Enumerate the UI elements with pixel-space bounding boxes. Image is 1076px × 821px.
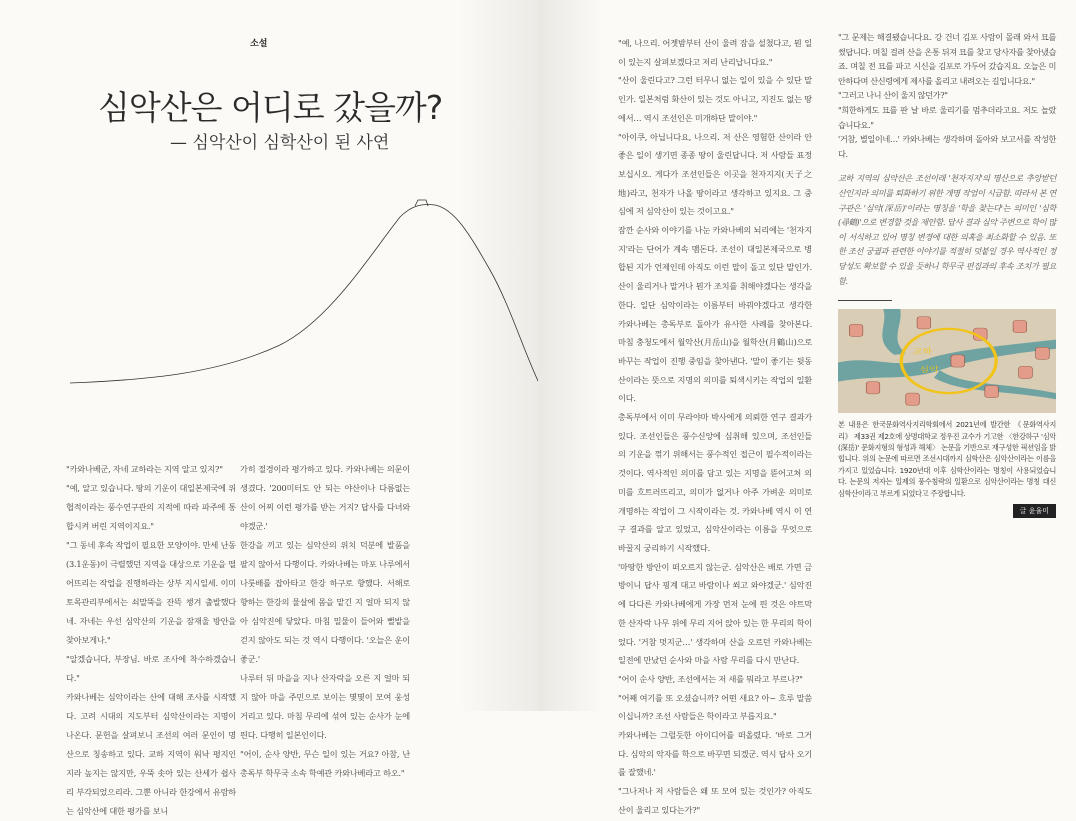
paragraph: 교하 지역의 심악산은 조선이래 '천자지지'의 명산으로 추앙받던 산인지라 의미를 퇴화하기 위한 개명 작업이 시급함. 따라서 본 연구관은 '심악(深岳)'이라는 명칭을 '학을 찾는다'는 의미인 '심학(尋鶴)'으로 변경할 것을 제안함. 답사 결과 심악 주변으로 학이 많이 서식하고 있어 명칭 변경에 대한 의혹을 최소화할 수 있음. 또한 조선 궁궐과 관련한 이야기를 적절히 덧붙일 경우 역사적인 정당성도 확보할 수 있을 듯하니 학무국 편집과의 후속 조치가 필요함.: [838, 173, 1056, 286]
section-label: 소설: [250, 39, 268, 49]
old-map-image: [838, 309, 1056, 413]
paragraph: 가히 절경이라 평가하고 있다. 카와나베는 의문이 생겼다. '200미터도 안 되는 야산이나 다름없는 산이 어찌 이런 평가를 받는 거지? 답사를 다녀와야겠군.': [240, 464, 410, 531]
caption-text: 본 내용은 한국문화역사지리학회에서 2021년에 발간한 《문화역사지리》 제33권 제2호에 상명대학교 정우진 교수가 기고한 〈한강하구 '심악(深岳)' 문화지형의 형성과 해체〉 논문을 기반으로 재구성한 픽션임을 밝힙니다. 위의 논문에 따르면 조선시대까지 심학산은 심악산이라는 이름을 가지고 있었습니다. 1920년대 이후 심학산이라는 명칭이 사용되었습니다. 논문의 저자는 일제의 풍수침략의 일환으로 심악산이라는 명칭 대신 심학산이라고 부르게 되었다고 주장합니다.: [838, 420, 1056, 498]
paragraph: "희한하게도 묘를 판 날 바로 울리기를 멈추더라고요. 저도 놀랐습니다요.": [838, 104, 1056, 130]
paragraph: "그 동네 후속 작업이 필요한 모양이야. 만세 난동(3.1운동)이 극렬했던 지역을 대상으로 기운을 떨어뜨리는 작업을 진행하라는 상부 지시일세. 이미 토목관리부에서는 쇠말뚝을 잔뜩 챙겨 출발했다네. 자네는 우선 심악산의 기운을 잠재울 방안을 찾아보게나.": [66, 540, 236, 645]
right-column-2-stack: [838, 30, 1056, 518]
divider: [838, 300, 892, 301]
paragraph: "그나저나 저 사람들은 왜 또 모여 있는 것인가? 아직도 산이 울리고 있다는가?": [618, 786, 812, 815]
paragraph: '마땅한 방안이 떠오르지 않는군. 심악산은 배로 가면 금방이니 답사 핑계 대고 바람이나 쐬고 와야겠군.' 심악진에 다다른 카와나베에게 가장 먼저 눈에 띈 것은 야트막한 산자락 나무 위에 무리 지어 앉아 있는 한 무리의 학이었다. '거참 멋지군…' 생각하며 산을 오르던 카와나베는 일전에 만났던 순사와 마을 사람 무리를 다시 만난다.: [618, 561, 812, 666]
paragraph: 카와나베는 그럴듯한 아이디어를 떠올렸다. '바로 그거다. 심악의 악자를 학으로 바꾸면 되겠군. 역시 답사 오기를 잘했네.': [618, 730, 812, 778]
paragraph: "어째 여기를 또 오셨습니까? 어떤 새요? 아~ 흐루 말씀이십니까? 조선 사람들은 학이라고 부릅지요.": [618, 692, 812, 722]
left-column-1: [66, 460, 236, 821]
report-excerpt: [838, 171, 1056, 288]
left-column-2: [240, 460, 410, 783]
mountain-illustration: [70, 195, 540, 395]
paragraph: 카와나베는 심악이라는 산에 대해 조사를 시작했다. 고려 시대의 지도부터 심악산이라는 지명이 나온다. 문헌을 살펴보니 조선의 여러 문인이 명산으로 칭송하고 있다. 교하 지역이 워낙 평지인지라 높지는 않지만, 우뚝 솟아 있는 산세가 쉽사리 부각되었으리라. 그뿐 아니라 한강에서 유람하는 심악산에 대한 평가를 보니: [66, 692, 236, 816]
map-label-simak: 심악: [919, 366, 939, 375]
paragraph: "아이쿠, 아닙니다요, 나으리. 저 산은 영험한 산이라 안 좋은 일이 생기면 종종 땅이 울린답니다. 저 사람들 표정 보십시오. 게다가 조선인들은 이곳을 천자지지(天子之地)라고, 천자가 나올 땅이라고 생각하고 있지요. 그 중심에 저 심악산이 있는 것이고요.": [618, 131, 812, 217]
right-column-1: [618, 34, 812, 820]
author-badge: 글 윤율미: [1013, 504, 1056, 518]
map-label-gyoha: 교하: [912, 347, 933, 356]
left-page: [0, 0, 538, 816]
article-subtitle: — 심악산이 심학산이 된 사연: [170, 133, 390, 153]
paragraph: "어이, 순사 양반, 무슨 일이 있는 거요? 아참, 난 총독부 학무국 소속 학예관 카와나베라고 하오.": [240, 749, 410, 778]
paragraph: 나루터 뒤 마을을 지나 산자락을 오른 지 얼마 되지 않아 마을 주민으로 보이는 몇몇이 모여 웅성거리고 있다. 마침 무리에 섞여 있는 순사가 눈에 띈다. 다행히 일본인이다.: [240, 673, 410, 740]
paragraph: "산이 울린다고? 그런 터무니 없는 일이 있을 수 있단 말인가. 일본처럼 화산이 있는 것도 아니고, 지진도 없는 땅에서… 역시 조선인은 미개하단 말이야.": [618, 75, 812, 123]
image-caption: [838, 419, 1056, 499]
article-title: 심악산은 어디로 갔을까?: [98, 88, 443, 127]
right-column-2: [838, 30, 1056, 161]
paragraph: "그러고 나니 산이 울지 않던가?": [838, 90, 948, 101]
paragraph: "알겠습니다, 부장님. 바로 조사에 착수하겠습니다.": [66, 654, 236, 683]
paragraph: "카와나베군, 자네 교하라는 지역 알고 있지?": [66, 464, 223, 474]
paragraph: 잠깐 순사와 이야기를 나눈 카와나베의 뇌리에는 '천자지지'라는 단어가 계속 맴돈다. 조선이 대일본제국으로 병합된 지가 언제인데 아직도 이런 말이 돌고 있단 말인가. 산이 울리거나 말거나 뭔가 조치를 취해야겠다는 생각을 한다. 일단 심악이라는 이름부터 바꿔야겠다고 생각한 카와나베는 총독부로 돌아가 유사한 사례를 찾아본다. 마침 충청도에서 월악산(月岳山)을 월학산(月鶴山)으로 바꾸는 작업이 진행 중임을 찾아낸다. '말이 좋기는 뒷동산이라는 뜻으로 지명의 의미를 퇴색시키는 작업의 일환이다.: [618, 225, 812, 404]
paragraph: "그 문제는 해결됐습니다요. 강 건너 김포 사람이 몰래 와서 묘를 썼답니다. 며칠 걸려 산을 온통 뒤져 묘를 찾고 당사자를 찾아냈습죠. 며칠 전 묘를 파고 시신을 김포로 가두어 갔습지요. 오늘은 미안하다며 산신령에게 제사를 올리고 내려오는 길입니다요.": [838, 32, 1056, 86]
right-page: [538, 0, 1076, 815]
paragraph: "어이 순사 양반, 조선에서는 저 새를 뭐라고 부르나?": [618, 673, 803, 684]
paragraph: "예, 나으리. 어젯밤부터 산이 울려 잠을 설쳤다고, 뭔 일이 있는지 살펴보겠다고 저리 난리납니다요.": [618, 38, 812, 67]
paragraph: 한강을 끼고 있는 심악산의 위치 덕분에 발품을 팔지 않아서 다행이다. 카와나베는 마포 나루에서 나룻배를 잡아타고 한강 하구로 향했다. 서해로 향하는 한강의 물살에 몸을 맡긴 지 얼마 되지 않아 심악진에 닿았다. 마침 밀물이 들어와 뻘밭을 걷지 않아도 되는 것 역시 다행이다. '오늘은 운이 좋군.': [240, 540, 410, 664]
paragraph: '거참, 별일이네…' 카와나베는 생각하며 돌아와 보고서를 작성한다.: [838, 134, 1056, 159]
paragraph: 총독부에서 이미 무라야마 박사에게 의뢰한 연구 결과가 있다. 조선인들은 풍수신앙에 심취해 있으며, 조선인들의 기운을 꺾기 위해서는 풍수적인 접근이 필수적이라는 것이다. 역사적인 의미를 담고 있는 지명을 뜯어고쳐 의미를 흐트러뜨리고, 의미가 없거나 아주 가벼운 의미로 개명하는 작업이 그 시작이라는 것. 카와나베 역시 이 연구 결과를 알고 있었고, 심악산이라는 이름을 무엇으로 바꿀지 궁리하기 시작했다.: [618, 412, 812, 553]
paragraph: "예, 알고 있습니다. 땅의 기운이 대일본제국에 위협적이라는 풍수연구관의 지적에 따라 파주에 통합시켜 버린 지역이지요.": [66, 483, 236, 531]
